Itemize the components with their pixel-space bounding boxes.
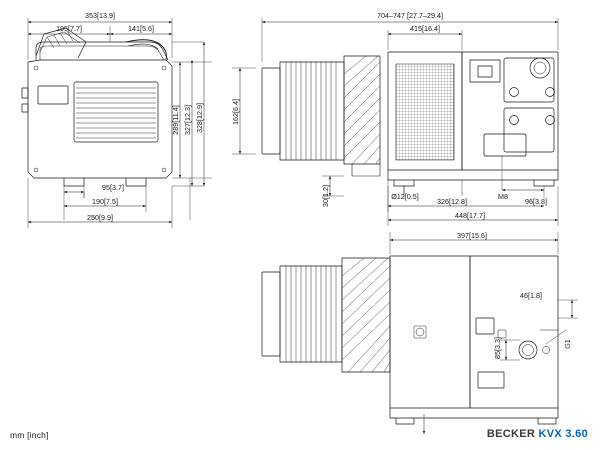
dim-side-left-segment: 195[7.7] <box>56 24 82 33</box>
brand-model: KVX 3.60 <box>538 428 588 440</box>
dim-side-height-327: 327[12.3] <box>183 105 192 135</box>
dim-side-total-width: 353[13.9] <box>85 11 115 20</box>
dim-front-bore-12: Ø12[0.5] <box>391 192 419 201</box>
dim-side-height-328: 328[12.9] <box>195 103 204 133</box>
side-view-geometry <box>22 28 172 186</box>
dim-top-port-g1: G1 <box>563 339 572 349</box>
brand-label <box>487 428 588 440</box>
dim-front-width-448: 448[17.7] <box>455 211 485 220</box>
dim-top-width-397: 397[15.6] <box>457 231 487 240</box>
dim-front-width-326: 326[12.8] <box>437 197 467 206</box>
brand-name: BECKER <box>486 428 536 440</box>
dim-front-overall-range: 704–747 [27.7–29.4] <box>377 11 443 20</box>
dim-side-foot-190: 190[7.5] <box>92 197 118 206</box>
dim-front-width-96: 96[3.8] <box>525 197 547 206</box>
dim-front-body-415: 415[16.4] <box>410 24 440 33</box>
unit-note: mm [inch] <box>10 430 49 440</box>
dim-side-right-segment: 141[5.6] <box>128 24 154 33</box>
front-view-geometry <box>262 52 558 186</box>
dim-side-height-289: 289[11.4] <box>171 105 180 135</box>
dim-side-foot-95: 95[3.7] <box>102 183 124 192</box>
dim-top-offset-46: 46[1.8] <box>520 291 542 300</box>
dim-side-foot-250: 250[9.9] <box>87 213 113 222</box>
dim-front-thread-m8: M8 <box>498 192 508 201</box>
dim-front-height-162: 162[6.4] <box>231 99 240 125</box>
dim-top-offset-85: 85[3.3] <box>493 337 502 359</box>
top-view-geometry <box>262 256 558 434</box>
dim-front-height-30: 30[1.2] <box>321 185 330 207</box>
